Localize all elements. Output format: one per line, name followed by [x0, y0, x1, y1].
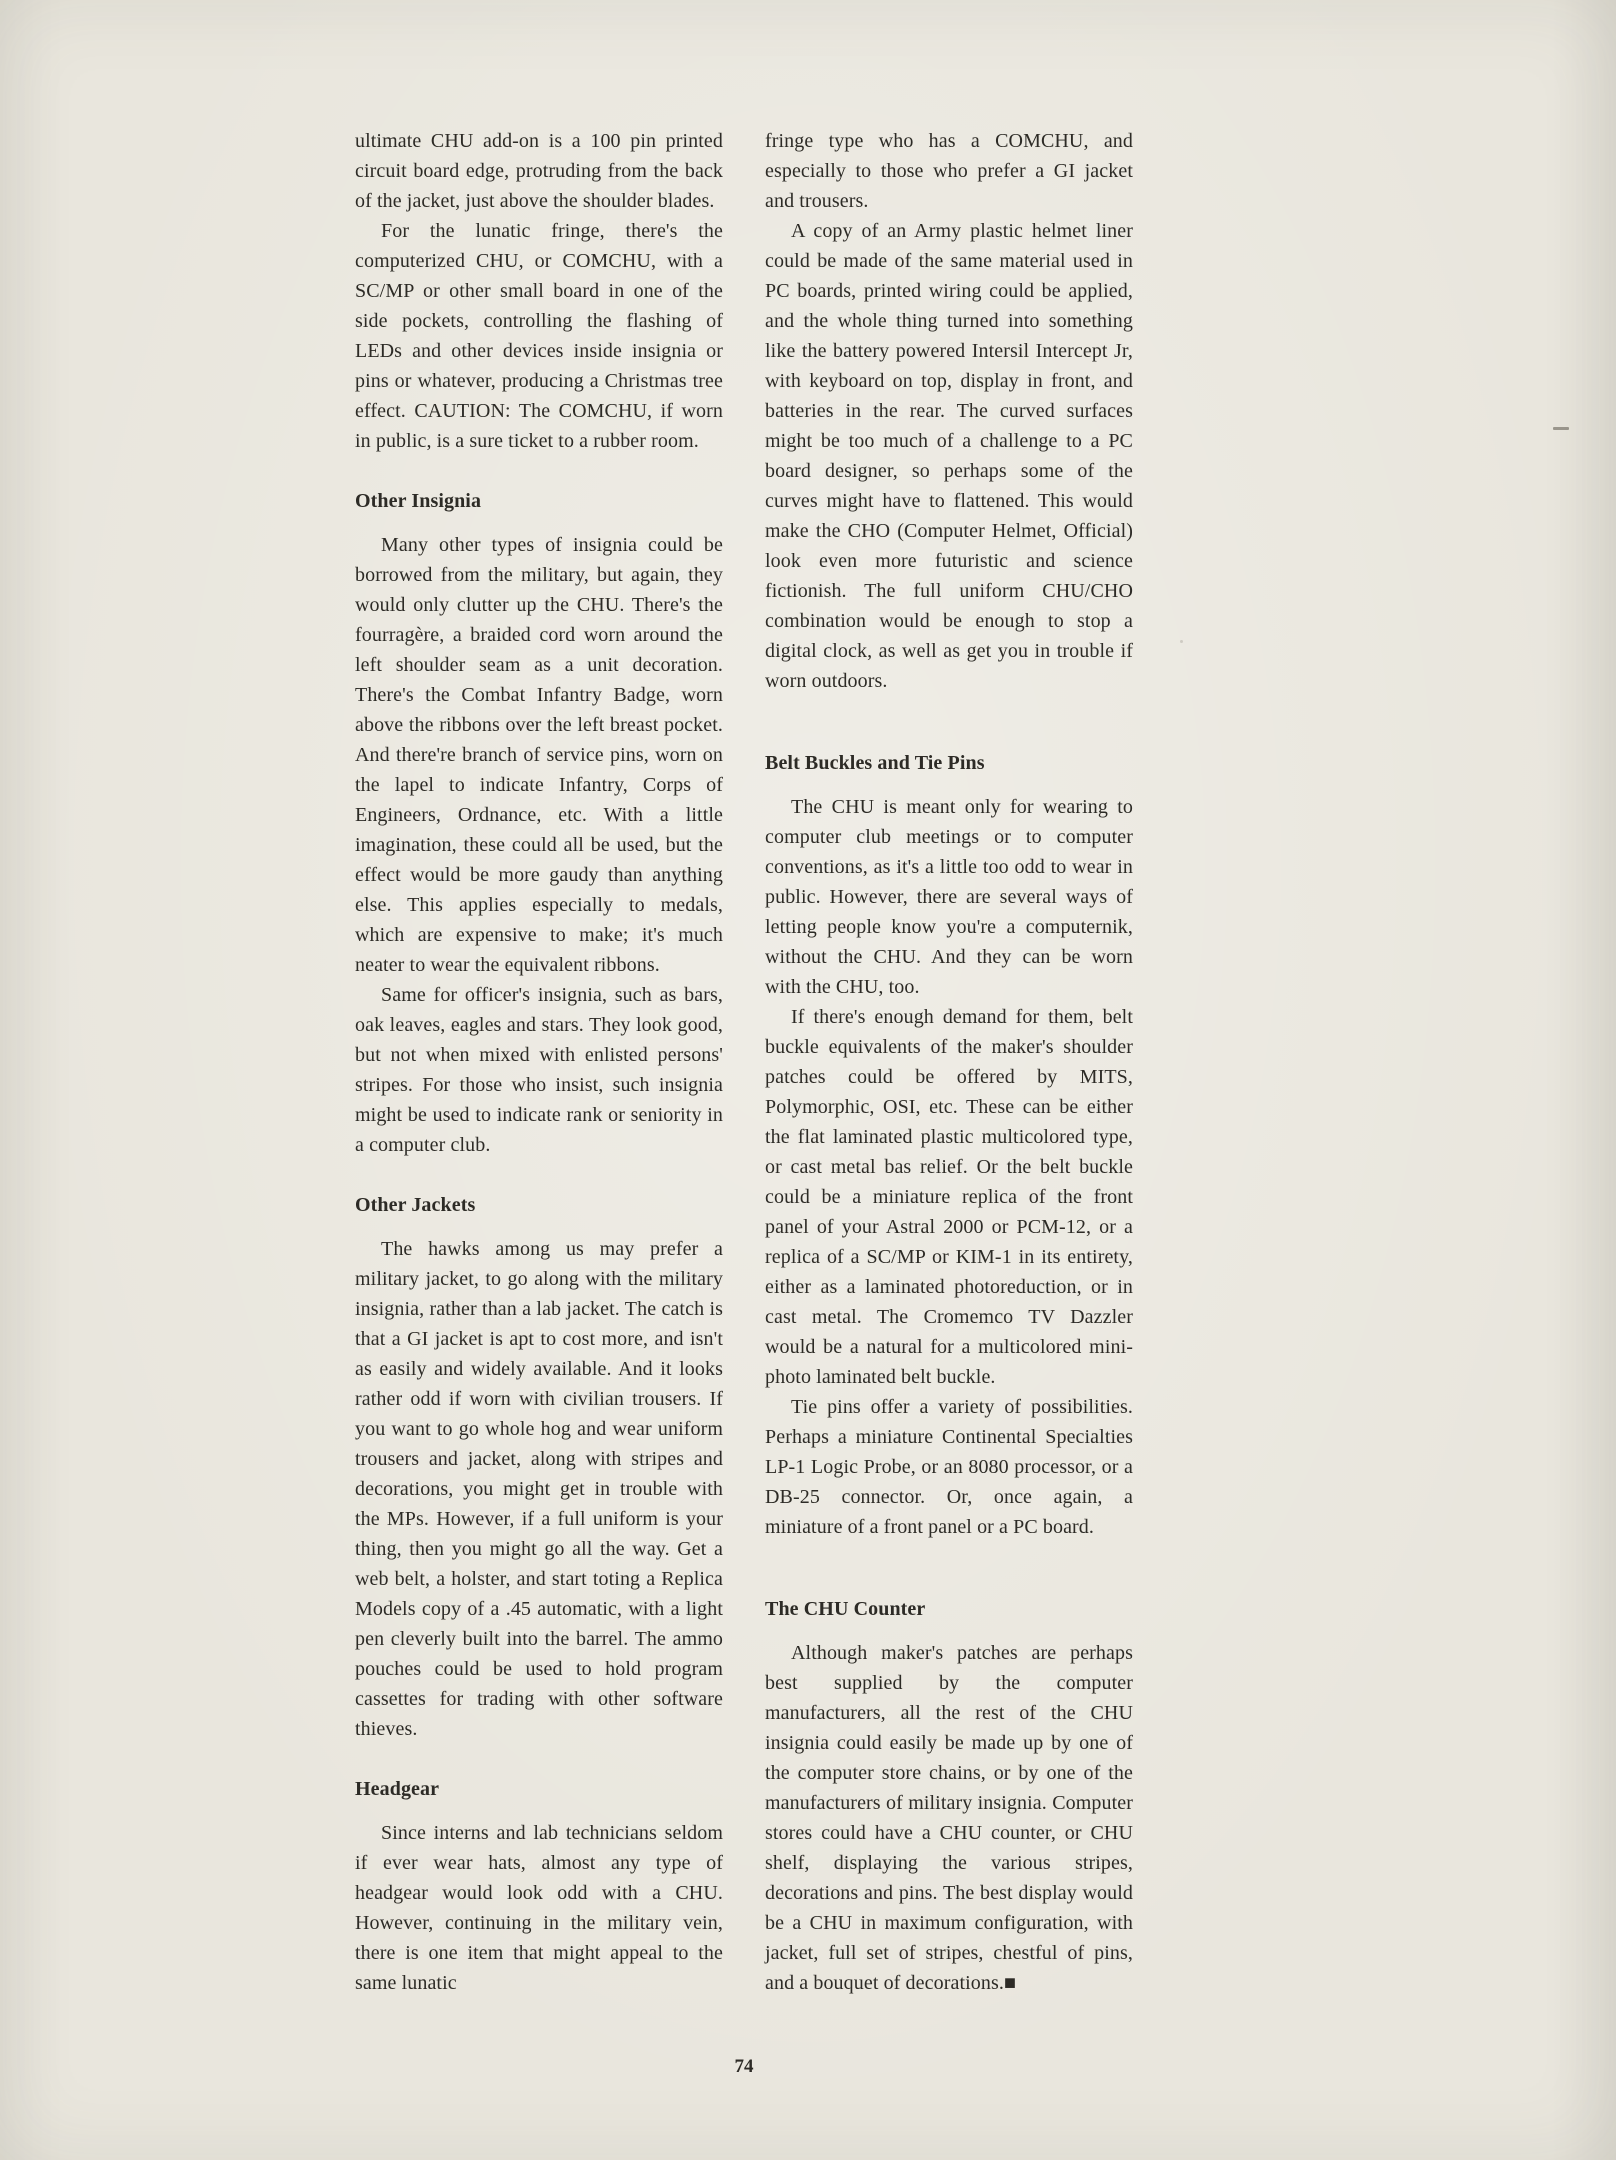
paragraph: Same for officer's insignia, such as bars, oak leaves, eagles and stars. They look good, but not when mixed with enlisted persons' stripes. For those who insist, such insignia might be used to indicate rank or seniority in a computer club.: [355, 984, 723, 1156]
scan-artifact: [1553, 427, 1569, 430]
paragraph-continuation: ultimate CHU add-on is a 100 pin printed circuit board edge, protruding from the back of the jacket, just above the shoulder blades.: [355, 130, 723, 212]
section-heading-belt-buckles: Belt Buckles and Tie Pins: [765, 752, 985, 774]
paragraph: Tie pins offer a variety of possibilities. Perhaps a miniature Continental Specialties LP-1 Logic Probe, or an 8080 processor, or a DB-25 connector. Or, once again, a miniature of a front panel or a PC board.: [765, 1396, 1133, 1538]
paragraph: The CHU is meant only for wearing to computer club meetings or to computer conventions, as it's a little too odd to wear in public. However, there are several ways of letting people know you're a computernik, without the CHU. And they can be worn with the CHU, too.: [765, 796, 1133, 998]
section-heading-other-insignia: Other Insignia: [355, 490, 482, 512]
paragraph: A copy of an Army plastic helmet liner could be made of the same material used in PC boards, printed wiring could be applied, and the whole thing turned into something like the battery powered Intersil Intercept Jr, with keyboard on top, display in front, and batteries in the rear. The curved surfaces might be too much of a challenge to a PC board designer, so perhaps some of the curves might have to flattened. This would make the CHO (Computer Helmet, Official) look even more futuristic and science fictionish. The full uniform CHU/CHO combination would be enough to stop a digital clock, as well as get you in trouble if worn outdoors.: [765, 220, 1133, 692]
right-column: [765, 126, 1133, 1998]
left-column: [355, 126, 723, 1998]
paragraph: For the lunatic fringe, there's the computerized CHU, or COMCHU, with a SC/MP or other small board in one of the side pockets, controlling the flashing of LEDs and other devices inside insignia or pins or whatever, producing a Christmas tree effect. CAUTION: The COMCHU, if worn in public, is a sure ticket to a rubber room.: [355, 220, 723, 452]
paragraph: If there's enough demand for them, belt buckle equivalents of the maker's shoulder patches could be offered by MITS, Polymorphic, OSI, etc. These can be either the flat laminated plastic multicolored type, or cast metal bas relief. Or the belt buckle could be a miniature replica of the front panel of your Astral 2000 or PCM-12, or a replica of a SC/MP or KIM-1 in its entirety, either as a laminated photoreduction, or in cast metal. The Cromemco TV Dazzler would be a natural for a multicolored mini-photo laminated belt buckle.: [765, 1006, 1133, 1388]
paragraph: The hawks among us may prefer a military jacket, to go along with the military insignia, rather than a lab jacket. The catch is that a GI jacket is apt to cost more, and isn't as easily and widely available. And it looks rather odd if worn with civilian trousers. If you want to go whole hog and wear uniform trousers and jacket, along with stripes and decorations, you might get in trouble with the MPs. However, if a full uniform is your thing, then you might go all the way. Get a web belt, a holster, and start toting a Replica Models copy of a .45 automatic, with a light pen cleverly built into the barrel. The ammo pouches could be used to hold program cassettes for trading with other software thieves.: [355, 1238, 723, 1740]
page-number: 74: [734, 2056, 754, 2077]
section-heading-headgear: Headgear: [355, 1778, 440, 1800]
paragraph: Although maker's patches are perhaps best supplied by the computer manufacturers, all the rest of the CHU insignia could easily be made up by one of the computer store chains, or by one of the manufacturers of military insignia. Computer stores could have a CHU counter, or CHU shelf, displaying the various stripes, decorations and pins. The best display would be a CHU in maximum configuration, with jacket, full set of stripes, chestful of pins, and a bouquet of decorations.■: [765, 1642, 1133, 1994]
section-heading-chu-counter: The CHU Counter: [765, 1598, 926, 1620]
paragraph: Many other types of insignia could be borrowed from the military, but again, they would only clutter up the CHU. There's the fourragère, a braided cord worn around the left shoulder seam as a unit decoration. There's the Combat Infantry Badge, worn above the ribbons over the left breast pocket. And there're branch of service pins, worn on the lapel to indicate Infantry, Corps of Engineers, Ordnance, etc. With a little imagination, these could all be used, but the effect would be more gaudy than anything else. This applies especially to medals, which are expensive to make; it's much neater to wear the equivalent ribbons.: [355, 534, 723, 976]
scan-artifact: [836, 1168, 840, 1172]
paragraph: Since interns and lab technicians seldom if ever wear hats, almost any type of headgear would look odd with a CHU. However, continuing in the military vein, there is one item that might appeal to the same lunatic: [355, 1822, 723, 1994]
page-content: [355, 126, 1133, 1998]
scan-artifact: [1180, 640, 1183, 643]
section-heading-other-jackets: Other Jackets: [355, 1194, 476, 1216]
paragraph-continuation: fringe type who has a COMCHU, and especially to those who prefer a GI jacket and trousers.: [765, 130, 1133, 212]
